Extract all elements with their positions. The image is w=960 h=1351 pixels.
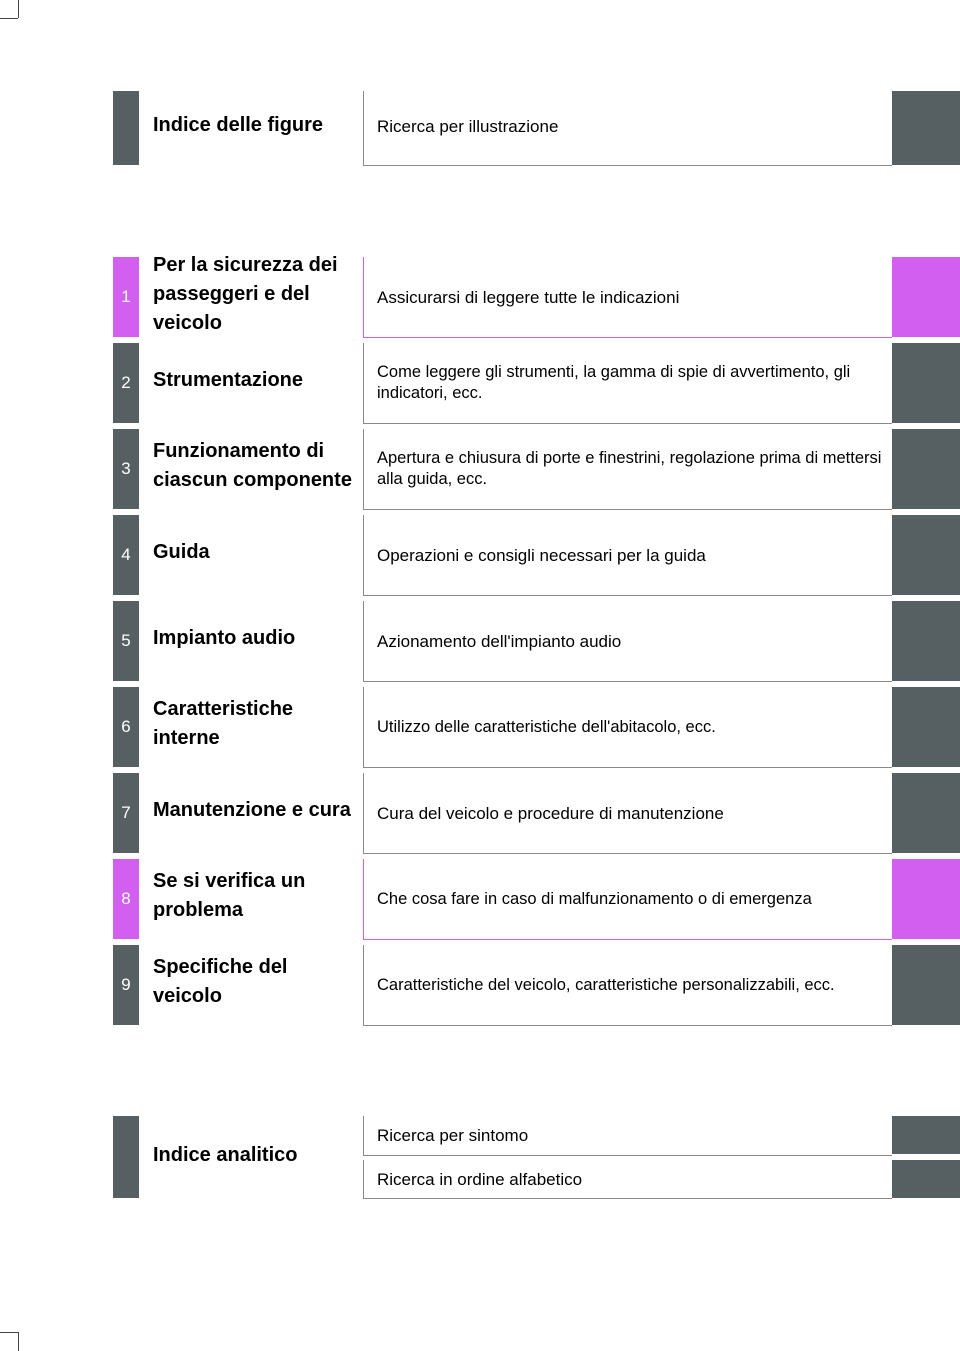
index-item-label: Ricerca in ordine alfabetico <box>377 1169 583 1189</box>
chapter-title-text: Manutenzione e cura <box>153 798 351 821</box>
index-right-tab <box>892 1160 960 1198</box>
chapter-title[interactable] <box>153 684 353 764</box>
chapter-desc: Come leggere gli strumenti, la gamma di spie di avvertimento, gli indicatori, ecc. <box>377 363 851 402</box>
chapter-title-text: Guida <box>153 540 210 563</box>
chapter-right-tab[interactable] <box>892 257 960 337</box>
chapter-title[interactable] <box>153 598 353 678</box>
crop-mark <box>0 1332 18 1333</box>
chapter-right-tab[interactable] <box>892 773 960 853</box>
chapter-right-tab[interactable] <box>892 687 960 767</box>
chapter-desc-box[interactable] <box>363 773 892 854</box>
chapter-desc-box[interactable] <box>363 601 892 682</box>
chapter-number-tab[interactable]: 2 <box>113 343 139 423</box>
index-title: Indice analitico <box>153 1143 298 1166</box>
chapter-number-tab[interactable]: 4 <box>113 515 139 595</box>
chapter-desc-box[interactable] <box>363 859 892 940</box>
chapter-desc: Operazioni e consigli necessari per la guida <box>377 545 706 565</box>
header-desc: Ricerca per illustrazione <box>377 116 559 136</box>
index-right-tab <box>892 1116 960 1154</box>
chapter-number-tab[interactable]: 7 <box>113 773 139 853</box>
chapter-number-tab[interactable]: 8 <box>113 859 139 939</box>
chapter-right-tab[interactable] <box>892 601 960 681</box>
chapter-desc: Azionamento dell'impianto audio <box>377 631 622 651</box>
chapter-right-tab[interactable] <box>892 859 960 939</box>
chapter-right-tab[interactable] <box>892 343 960 423</box>
chapter-number-tab[interactable]: 1 <box>113 257 139 337</box>
chapter-title[interactable] <box>153 254 353 334</box>
chapter-title-text: Impianto audio <box>153 626 296 649</box>
index-tab <box>113 1116 139 1198</box>
chapter-title-text: Specifiche del veicolo <box>153 956 288 1007</box>
header-tab <box>113 91 139 165</box>
chapter-desc: Caratteristiche del veicolo, caratteristiche personalizzabili, ecc. <box>377 975 835 994</box>
chapter-desc-box[interactable] <box>363 687 892 768</box>
chapter-right-tab[interactable] <box>892 515 960 595</box>
chapter-desc-box[interactable] <box>363 257 892 338</box>
chapter-desc-box[interactable] <box>363 515 892 596</box>
crop-mark <box>18 1332 19 1351</box>
chapter-title[interactable] <box>153 340 353 420</box>
chapter-desc-box[interactable] <box>363 343 892 424</box>
chapter-title[interactable] <box>153 942 353 1022</box>
chapter-title[interactable] <box>153 426 353 506</box>
chapter-desc: Cura del veicolo e procedure di manutenzione <box>377 803 724 823</box>
chapter-title-text: Caratteristiche interne <box>153 698 294 749</box>
chapter-desc: Che cosa fare in caso di malfunzionamento o di emergenza <box>377 889 812 908</box>
chapter-desc: Utilizzo delle caratteristiche dell'abitacolo, ecc. <box>377 717 716 736</box>
chapter-number-tab[interactable]: 6 <box>113 687 139 767</box>
chapter-right-tab[interactable] <box>892 429 960 509</box>
chapter-desc-box[interactable] <box>363 429 892 510</box>
chapter-title-text: Strumentazione <box>153 368 304 391</box>
chapter-title[interactable] <box>153 856 353 936</box>
chapter-right-tab[interactable] <box>892 945 960 1025</box>
chapter-number-tab[interactable]: 5 <box>113 601 139 681</box>
chapter-number-tab[interactable]: 9 <box>113 945 139 1025</box>
chapter-desc-box[interactable] <box>363 945 892 1026</box>
chapter-desc: Apertura e chiusura di porte e finestrini, regolazione prima di mettersi alla guida, ecc. <box>377 449 882 488</box>
chapter-title[interactable] <box>153 770 353 850</box>
chapter-title-text: Funzionamento di ciascun componente <box>153 440 352 491</box>
header-right-tab <box>892 91 960 165</box>
crop-mark <box>18 0 19 18</box>
index-item-alphabetic[interactable] <box>363 1160 892 1199</box>
crop-mark <box>0 18 18 19</box>
index-item-label: Ricerca per sintomo <box>377 1126 529 1145</box>
chapter-title-text: Se si verifica un problema <box>153 870 306 921</box>
chapter-number-tab[interactable]: 3 <box>113 429 139 509</box>
chapter-title[interactable] <box>153 512 353 592</box>
header-title: Indice delle figure <box>153 113 324 136</box>
index-item-symptom[interactable] <box>363 1116 892 1156</box>
chapter-title-text: Per la sicurezza dei passeggeri e del veicolo <box>153 253 338 334</box>
header-desc-box[interactable] <box>363 91 892 166</box>
chapter-desc: Assicurarsi di leggere tutte le indicazioni <box>377 287 680 307</box>
